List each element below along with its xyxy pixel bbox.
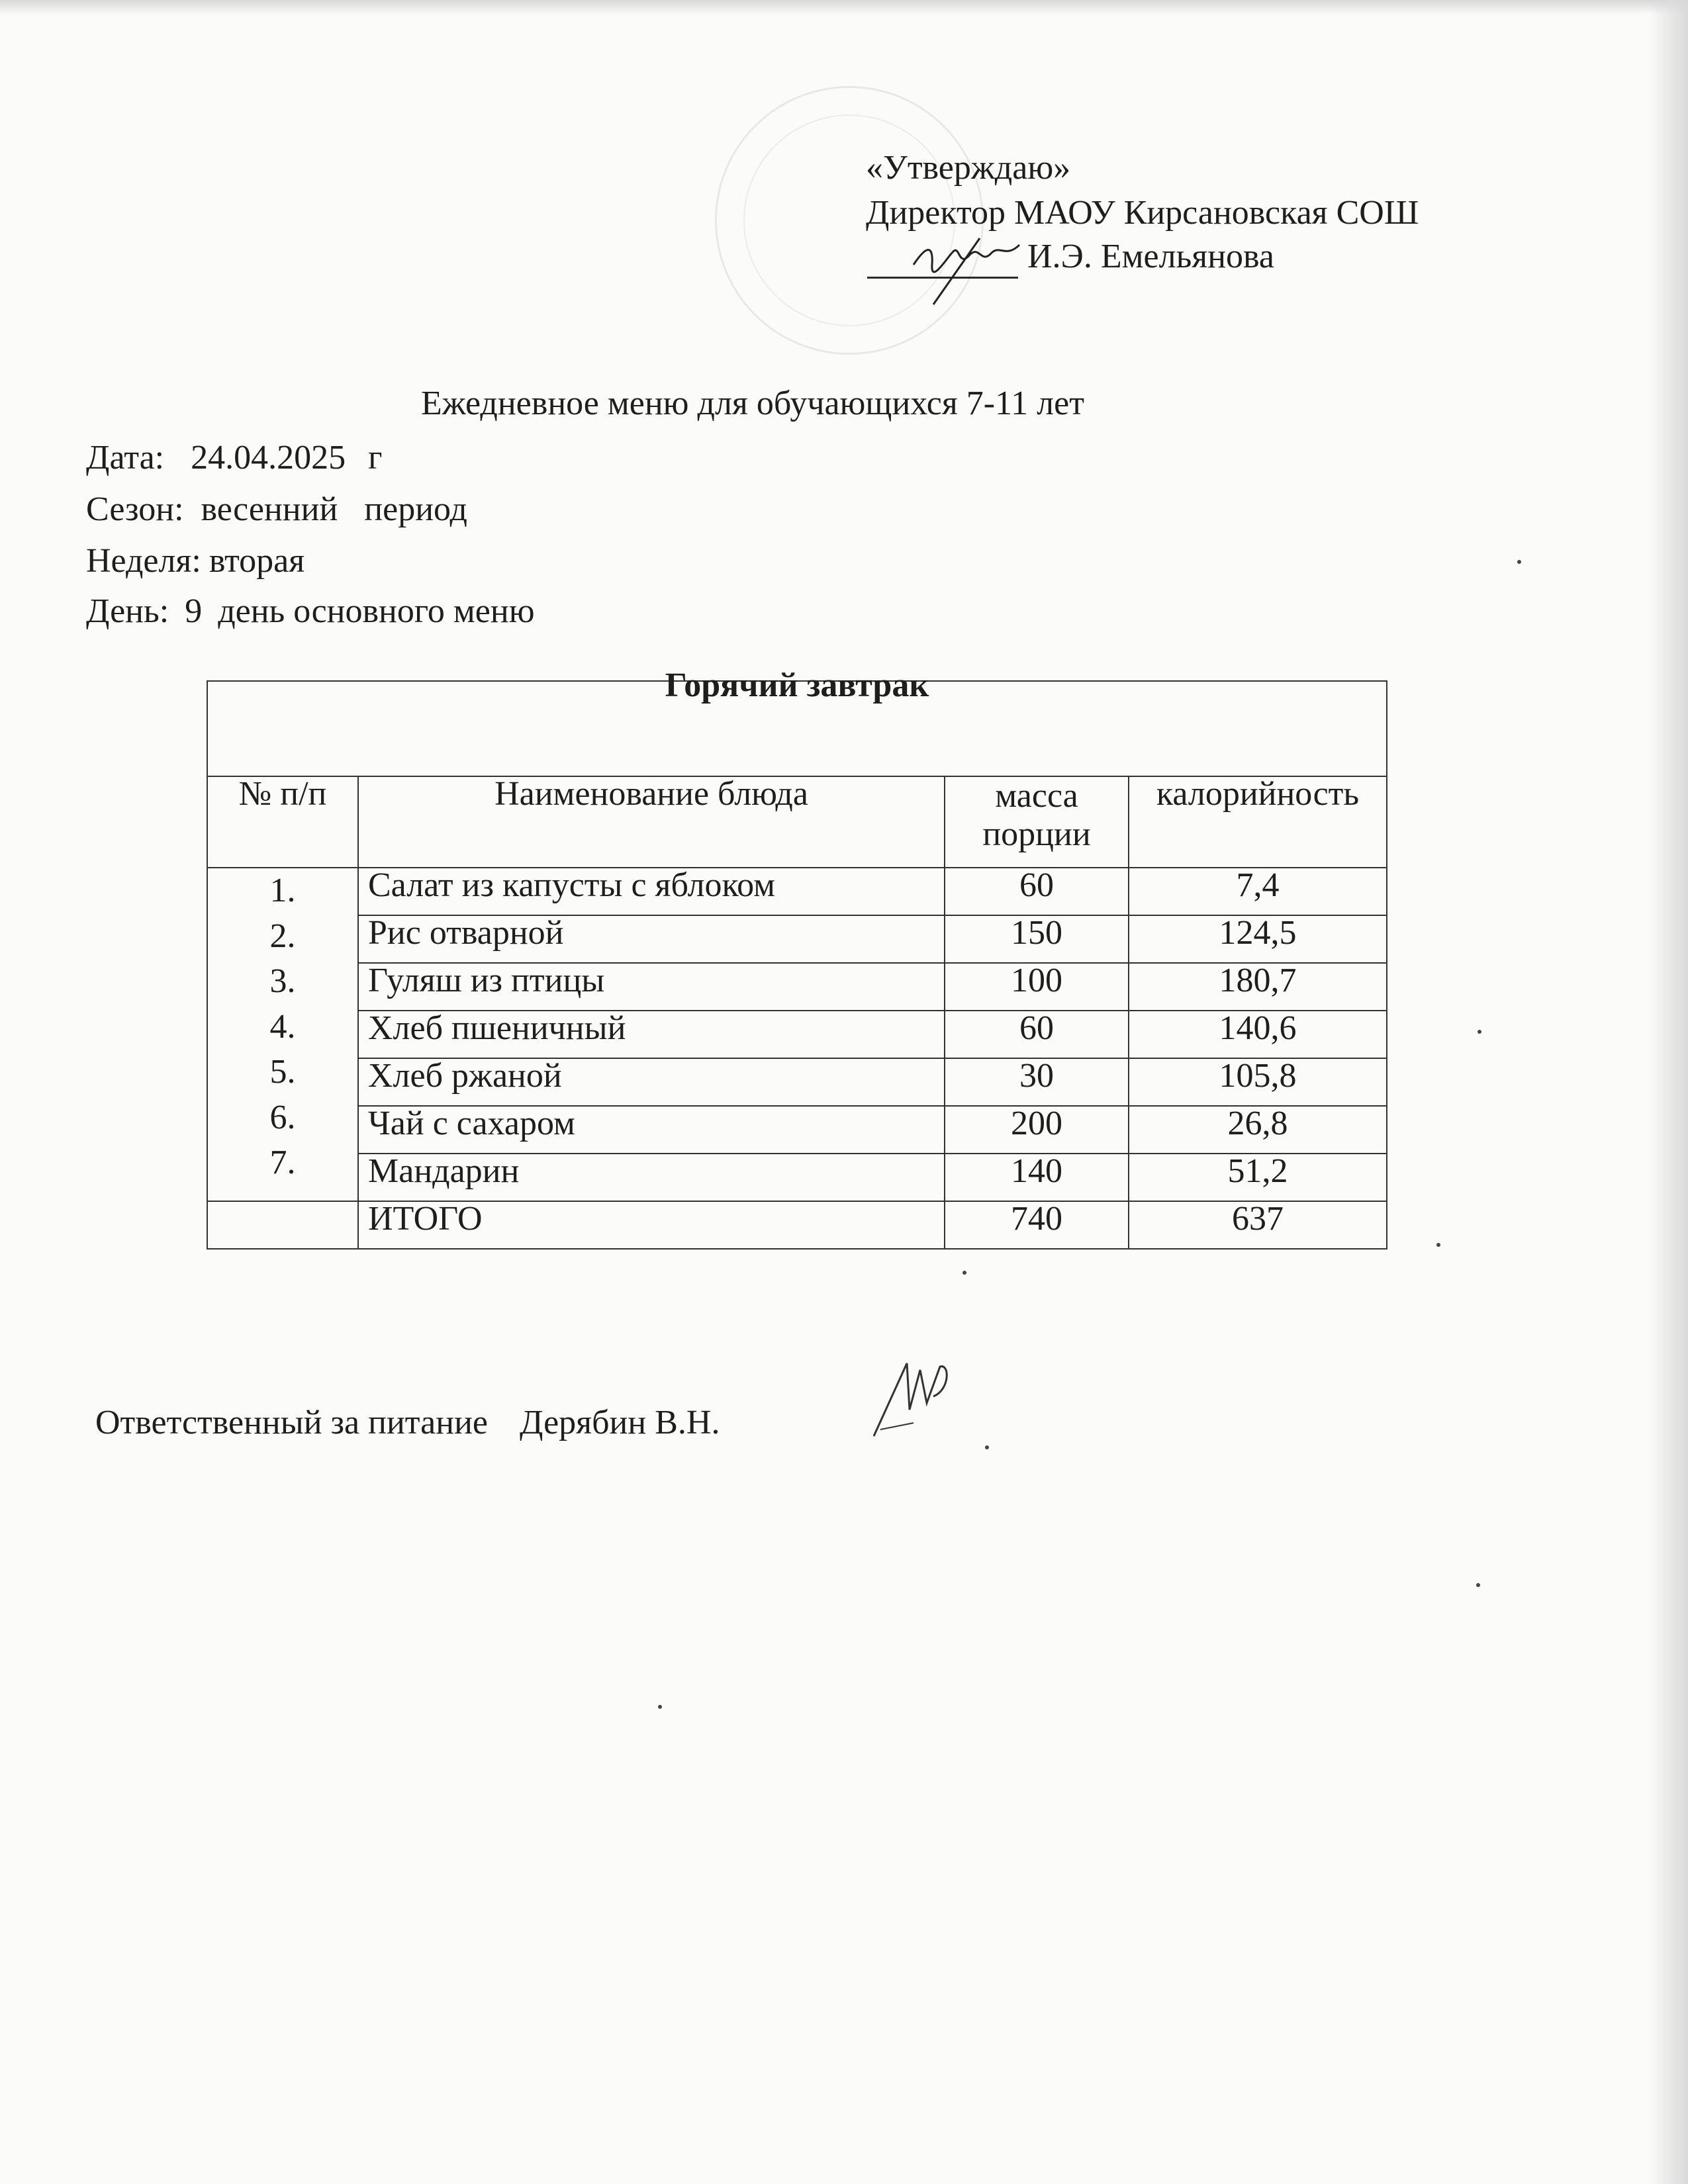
dish-name: Мандарин (358, 1154, 945, 1201)
dish-name: Салат из капусты с яблоком (358, 868, 945, 915)
row-number: 5. (269, 1053, 296, 1091)
total-empty-cell (207, 1201, 358, 1249)
responsible-signature (867, 1350, 966, 1449)
season-label: Сезон: (86, 490, 184, 528)
date-line (86, 441, 382, 475)
approval-title: «Утверждаю» (866, 149, 1071, 187)
dish-calories: 105,8 (1129, 1058, 1387, 1106)
week-label: Неделя: (86, 542, 201, 580)
date-suffix: г (368, 439, 383, 477)
day-value: 9 (185, 592, 203, 630)
dish-mass: 140 (945, 1154, 1129, 1201)
row-number: 4. (269, 1007, 296, 1046)
table-total-row (207, 1201, 1387, 1249)
day-suffix: день основного меню (218, 592, 535, 630)
menu-table (207, 666, 1387, 1250)
header-mass: масса порции (945, 776, 1129, 868)
table-section-title: Горячий завтрак (207, 681, 1387, 776)
row-number: 2. (269, 917, 296, 955)
dish-mass: 30 (945, 1058, 1129, 1106)
director-signature (907, 218, 1053, 311)
header-number: № п/п (207, 776, 358, 868)
scan-speck (1436, 1243, 1440, 1247)
total-mass: 740 (945, 1201, 1129, 1249)
table-row (207, 1106, 1387, 1154)
table-header-row (207, 776, 1387, 868)
row-number: 1. (269, 872, 296, 909)
season-line (86, 492, 467, 527)
dish-calories: 124,5 (1129, 915, 1387, 963)
scan-speck (1517, 560, 1521, 564)
responsible-label: Ответственный за питание (95, 1404, 488, 1441)
day-label: День: (86, 592, 169, 630)
dish-calories: 180,7 (1129, 963, 1387, 1011)
dish-name: Рис отварной (358, 915, 945, 963)
day-line (86, 594, 535, 629)
row-number: 7. (269, 1144, 296, 1181)
week-value: вторая (209, 542, 305, 580)
header-name: Наименование блюда (358, 776, 945, 868)
responsible-name: Дерябин В.Н. (519, 1404, 720, 1441)
table-row (207, 1058, 1387, 1106)
dish-mass: 150 (945, 915, 1129, 963)
row-number: 6. (269, 1098, 296, 1136)
table-row (207, 868, 1387, 915)
dish-name: Чай с сахаром (358, 1106, 945, 1154)
approval-position: Директор МАОУ Кирсановская СОШ (866, 194, 1419, 232)
header-calories: калорийность (1129, 776, 1387, 868)
season-suffix: период (364, 490, 467, 528)
row-numbers (207, 868, 358, 1201)
date-value: 24.04.2025 (191, 439, 346, 477)
document-title: Ежедневное меню для обучающихся 7-11 лет (421, 385, 1084, 422)
total-calories: 637 (1129, 1201, 1387, 1249)
scan-speck (658, 1705, 662, 1709)
total-label: ИТОГО (358, 1201, 945, 1249)
dish-calories: 51,2 (1129, 1154, 1387, 1201)
date-label: Дата: (86, 439, 165, 477)
dish-mass: 60 (945, 1011, 1129, 1058)
table-row (207, 915, 1387, 963)
scan-speck (962, 1271, 966, 1275)
scan-speck (985, 1445, 989, 1449)
table-row (207, 1011, 1387, 1058)
dish-name: Хлеб пшеничный (358, 1011, 945, 1058)
scan-speck (1477, 1030, 1481, 1034)
dish-calories: 140,6 (1129, 1011, 1387, 1058)
dish-name: Хлеб ржаной (358, 1058, 945, 1106)
dish-calories: 26,8 (1129, 1106, 1387, 1154)
table-row (207, 963, 1387, 1011)
scan-edge-top (0, 0, 1688, 15)
scan-edge-right (1648, 0, 1688, 2184)
dish-name: Гуляш из птицы (358, 963, 945, 1011)
approval-name: И.Э. Емельянова (1027, 238, 1274, 275)
dish-mass: 200 (945, 1106, 1129, 1154)
dish-mass: 100 (945, 963, 1129, 1011)
row-number: 3. (269, 962, 296, 1000)
dish-mass: 60 (945, 868, 1129, 915)
season-value: весенний (201, 490, 338, 528)
scan-speck (1476, 1583, 1480, 1587)
dish-calories: 7,4 (1129, 868, 1387, 915)
responsible-line (95, 1406, 720, 1440)
week-line (86, 544, 305, 578)
table-row (207, 1154, 1387, 1201)
